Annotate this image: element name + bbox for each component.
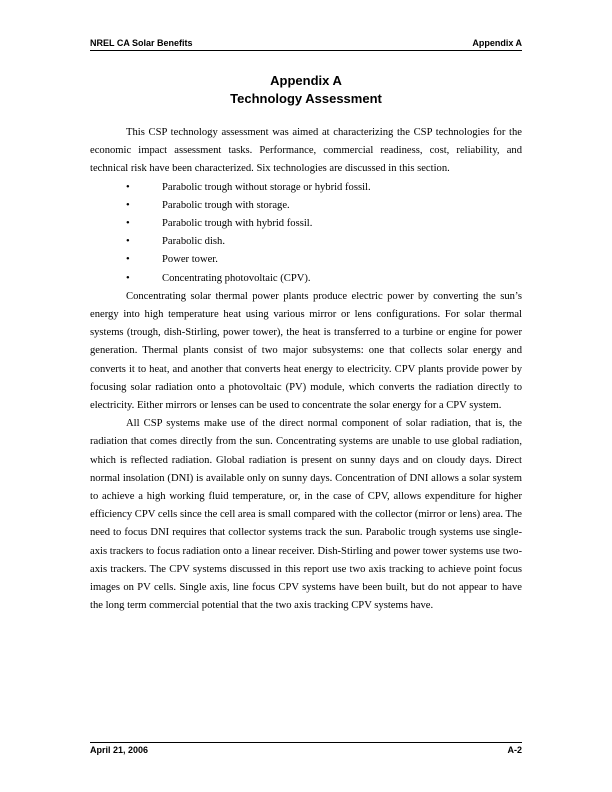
page-title xyxy=(90,72,522,108)
title-section: Technology Assessment xyxy=(230,91,382,106)
footer-rule xyxy=(90,742,522,743)
paragraph-direct-normal: All CSP systems make use of the direct normal component of solar radiation, that is, the radiation that comes directly from the sun. Concentrating systems are unable to use global radiation, which is reflected radiation. Global radiation is present on sunny days and on cloudy days. Direct normal insolation (DNI) is available only on sunny days. Concentration of DNI allows a solar system to achieve a high working fluid temperature, or, in the case of CPV, allows expenditure for higher efficiency CPV cells since the cell area is small compared with the collector (mirror or lens) area. The need to focus DNI requires that collector systems track the sun. Parabolic trough systems use single-axis trackers to focus radiation onto a linear receiver. Dish-Stirling and power tower systems use two-axis trackers. The CPV systems discussed in this report use two axis tracking to achieve point focus images on PV cells. Single axis, line focus CPV systems have been built, but do not appear to have the long term commercial potential that the two axis tracking CPV systems have. xyxy=(90,418,522,612)
header-appendix-label: Appendix A xyxy=(472,38,522,48)
list-item: • Parabolic dish. xyxy=(90,233,522,251)
bullet-icon: • xyxy=(126,254,130,266)
bullet-icon: • xyxy=(126,236,130,248)
header-rule xyxy=(90,50,522,51)
paragraph-intro: This CSP technology assessment was aimed at characterizing the CSP technologies for the economic impact assessment tasks. Performance, commercial readiness, cost, reliability, and technical risk have been characterized. Six technologies are discussed in this section. xyxy=(90,127,522,175)
running-footer xyxy=(90,745,522,759)
paragraph-csp-plants: Concentrating solar thermal power plants produce electric power by converting the sun’s energy into high temperature heat using various mirror or lens configurations. For solar thermal systems (trough, dish-Stirling, power tower), the heat is transferred to a turbine or engine for power generation. Thermal plants consist of two major subsystems: one that collects solar energy and converts it to heat, and another that converts heat energy to electricity. CPV plants provide power by focusing solar radiation onto a photovoltaic (PV) module, which converts the radiation directly to electricity. Either mirrors or lenses can be used to concentrate the solar energy for a CPV system. xyxy=(90,290,522,412)
bullet-icon: • xyxy=(126,181,130,193)
technology-list xyxy=(90,179,522,288)
list-item: • Concentrating photovoltaic (CPV). xyxy=(90,270,522,288)
footer-date: April 21, 2006 xyxy=(90,745,149,755)
list-item: • Parabolic trough with storage. xyxy=(90,197,522,215)
body-text xyxy=(90,124,522,615)
page-number: A-2 xyxy=(507,745,522,755)
bullet-icon: • xyxy=(126,218,130,230)
title-appendix: Appendix A xyxy=(270,73,342,88)
bullet-icon: • xyxy=(126,199,130,211)
list-item: • Parabolic trough without storage or hybrid fossil. xyxy=(90,179,522,197)
list-item: • Parabolic trough with hybrid fossil. xyxy=(90,215,522,233)
header-document-title: NREL CA Solar Benefits xyxy=(90,38,193,48)
list-item: • Power tower. xyxy=(90,251,522,269)
bullet-icon: • xyxy=(126,272,130,284)
